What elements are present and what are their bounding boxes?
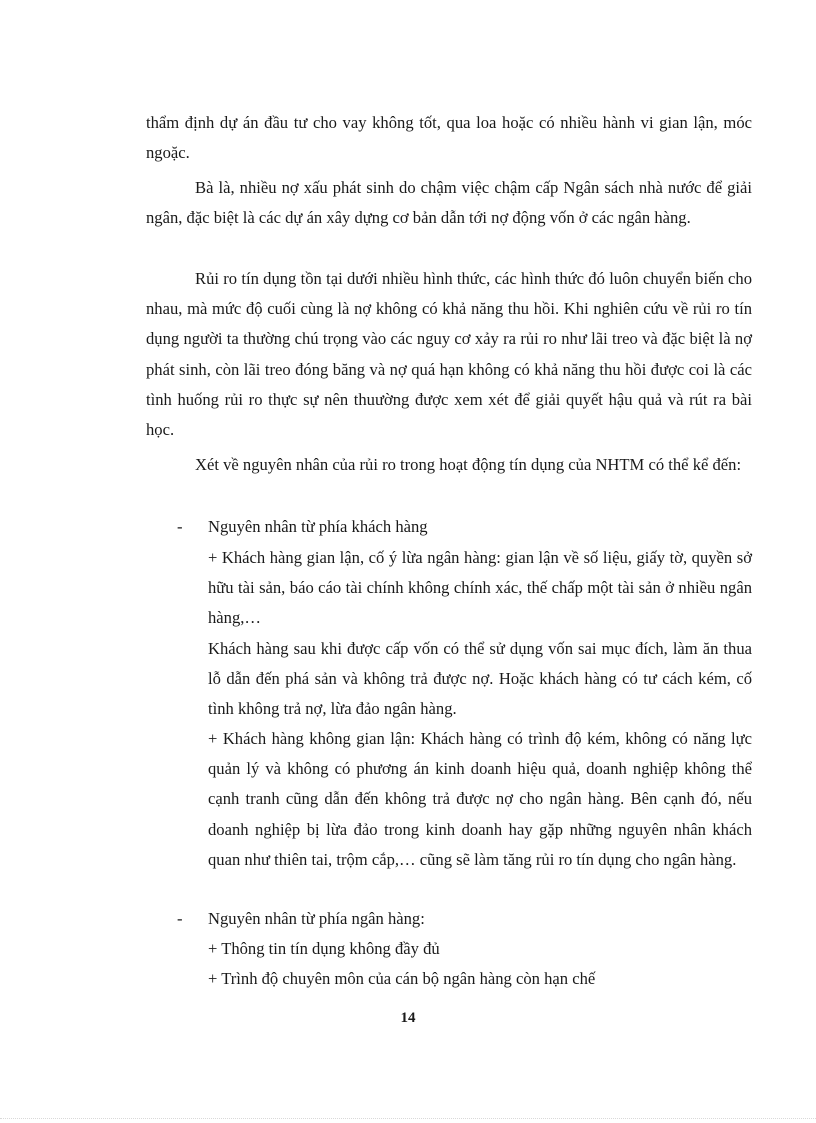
dash-marker: - [177, 517, 183, 536]
paragraph-causes-intro: Xét về nguyên nhân của rủi ro trong hoạt động tín dụng của NHTM có thể kể đến: [195, 455, 742, 474]
cause-title: Nguyên nhân từ phía khách hàng [208, 517, 428, 536]
cause-item: + Thông tin tín dụng không đầy đủ [208, 939, 440, 958]
cause-item: + Khách hàng không gian lận: Khách hàng có trình độ kém, không có năng lực quản lý và không có phương án kinh doanh hiệu quả, doanh nghiệp không thể cạnh tranh cũng dẫn đến không trả được nợ cho ngân hàng. Bên cạnh đó, nếu doanh nghiệp bị lừa đảo trong kinh doanh hay gặp những nguyên nhân khách quan như thiên tai, trộm cắp,… cũng sẽ làm tăng rủi ro tín dụng cho ngân hàng. [208, 729, 752, 869]
page-number: 14 [400, 1010, 416, 1026]
cause-item: + Trình độ chuyên môn của cán bộ ngân hàng còn hạn chế [208, 969, 596, 988]
cause-item: Khách hàng sau khi được cấp vốn có thể sử dụng vốn sai mục đích, làm ăn thua lỗ dẫn đến phá sản và không trả được nợ. Hoặc khách hàng có tư cách kém, cố tình không trả nợ, lừa đảo ngân hàng. [208, 639, 752, 719]
page-bottom-divider [0, 1118, 816, 1119]
cause-title: Nguyên nhân từ phía ngân hàng: [208, 909, 425, 928]
paragraph-continuation: thẩm định dự án đầu tư cho vay không tốt, qua loa hoặc có nhiều hành vi gian lận, móc ngoặc. [146, 113, 752, 163]
cause-item: + Khách hàng gian lận, cố ý lừa ngân hàng: gian lận về số liệu, giấy tờ, quyền sở hữu tài sản, báo cáo tài chính không chính xác, thế chấp một tài sản ở nhiều ngân hàng,… [208, 548, 752, 628]
dash-marker: - [177, 909, 183, 928]
paragraph-credit-risk: Rủi ro tín dụng tồn tại dưới nhiều hình thức, các hình thức đó luôn chuyển biến cho nhau, mà mức độ cuối cùng là nợ không có khả năng thu hồi. Khi nghiên cứu về rủi ro tín dụng người ta thường chú trọng vào các nguy cơ xảy ra rủi ro như lãi treo và đặc biệt là nợ phát sinh, còn lãi treo đóng băng và nợ quá hạn không có khả năng thu hồi được coi là các tình huống rủi ro thực sự nên thuường được xem xét để giải quyết hậu quả và rút ra bài học. [146, 269, 752, 440]
paragraph-bad-debt: Bà là, nhiều nợ xấu phát sinh do chậm việc chậm cấp Ngân sách nhà nước để giải ngân, đặc biệt là các dự án xây dựng cơ bản dẫn tới nợ động vốn ở các ngân hàng. [146, 178, 752, 228]
